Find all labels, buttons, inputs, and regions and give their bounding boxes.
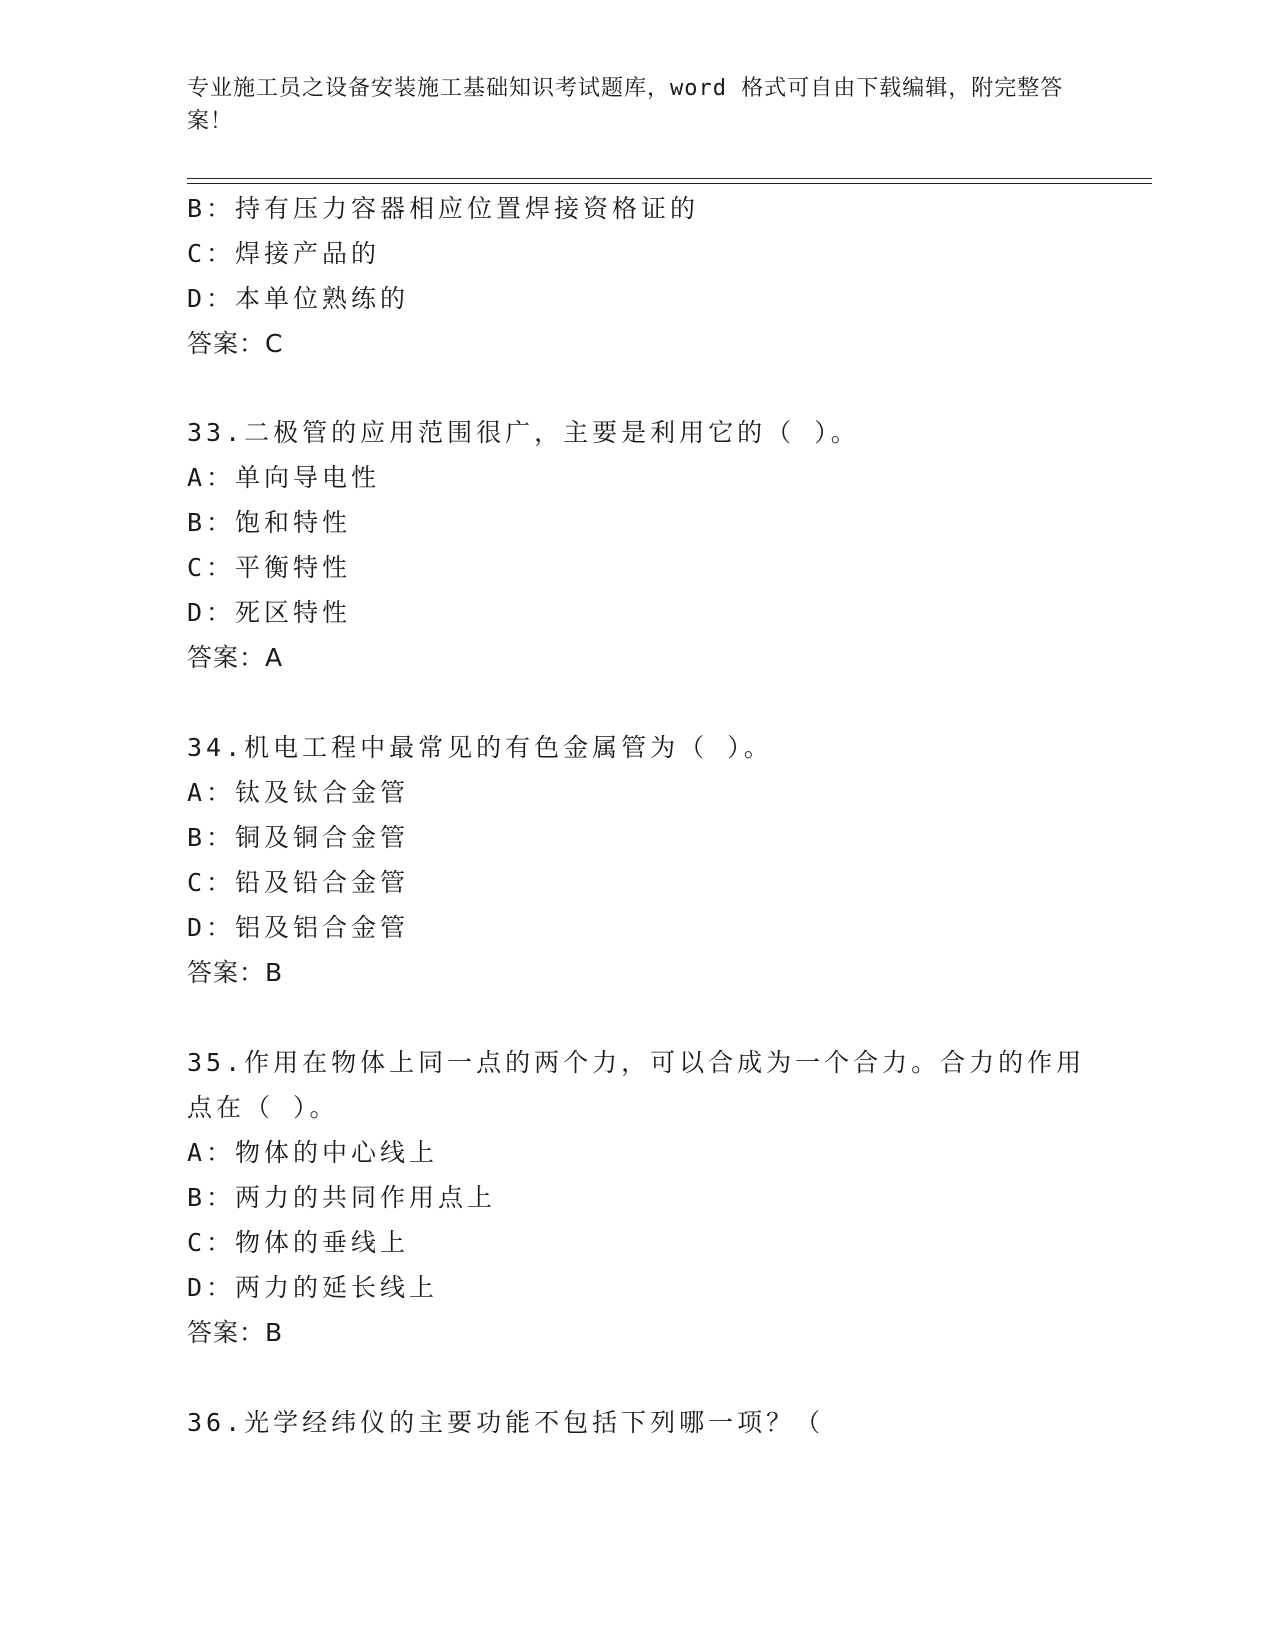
q33-option-d: D：死区特性 — [187, 598, 352, 627]
q33-option-c: C：平衡特性 — [187, 553, 352, 582]
header-divider-bottom — [187, 183, 1152, 184]
q35-option-a: A：物体的中心线上 — [187, 1138, 439, 1167]
q34-stem: 34.机电工程中最常见的有色金属管为（ ）。 — [187, 733, 773, 762]
header-divider-top — [187, 178, 1152, 179]
q32-option-b: B：持有压力容器相应位置焊接资格证的 — [187, 194, 700, 223]
q35-answer: 答案：B — [187, 1318, 284, 1347]
q35-option-b: B：两力的共同作用点上 — [187, 1183, 497, 1212]
q35-stem-line1: 35.作用在物体上同一点的两个力，可以合成为一个合力。合力的作用 — [187, 1048, 1086, 1077]
q32-option-d: D：本单位熟练的 — [187, 284, 410, 313]
q32-option-c: C：焊接产品的 — [187, 239, 381, 268]
q36-stem: 36.光学经纬仪的主要功能不包括下列哪一项？（ — [187, 1408, 825, 1437]
q35-stem-line2: 点在（ ）。 — [187, 1093, 339, 1122]
document-header: 专业施工员之设备安装施工基础知识考试题库，word 格式可自由下载编辑，附完整答案！ — [187, 76, 1064, 134]
q33-answer: 答案：A — [187, 643, 284, 672]
q33-option-a: A：单向导电性 — [187, 463, 381, 492]
q35-option-c: C：物体的垂线上 — [187, 1228, 410, 1257]
q33-stem: 33.二极管的应用范围很广，主要是利用它的（ ）。 — [187, 418, 860, 447]
q33-option-b: B：饱和特性 — [187, 508, 352, 537]
q32-answer: 答案：C — [187, 329, 284, 358]
q34-option-a: A：钛及钛合金管 — [187, 778, 410, 807]
q35-option-d: D：两力的延长线上 — [187, 1273, 439, 1302]
q34-option-b: B：铜及铜合金管 — [187, 823, 410, 852]
q34-option-d: D：铝及铝合金管 — [187, 913, 410, 942]
q34-answer: 答案：B — [187, 958, 284, 987]
q34-option-c: C：铅及铅合金管 — [187, 868, 410, 897]
